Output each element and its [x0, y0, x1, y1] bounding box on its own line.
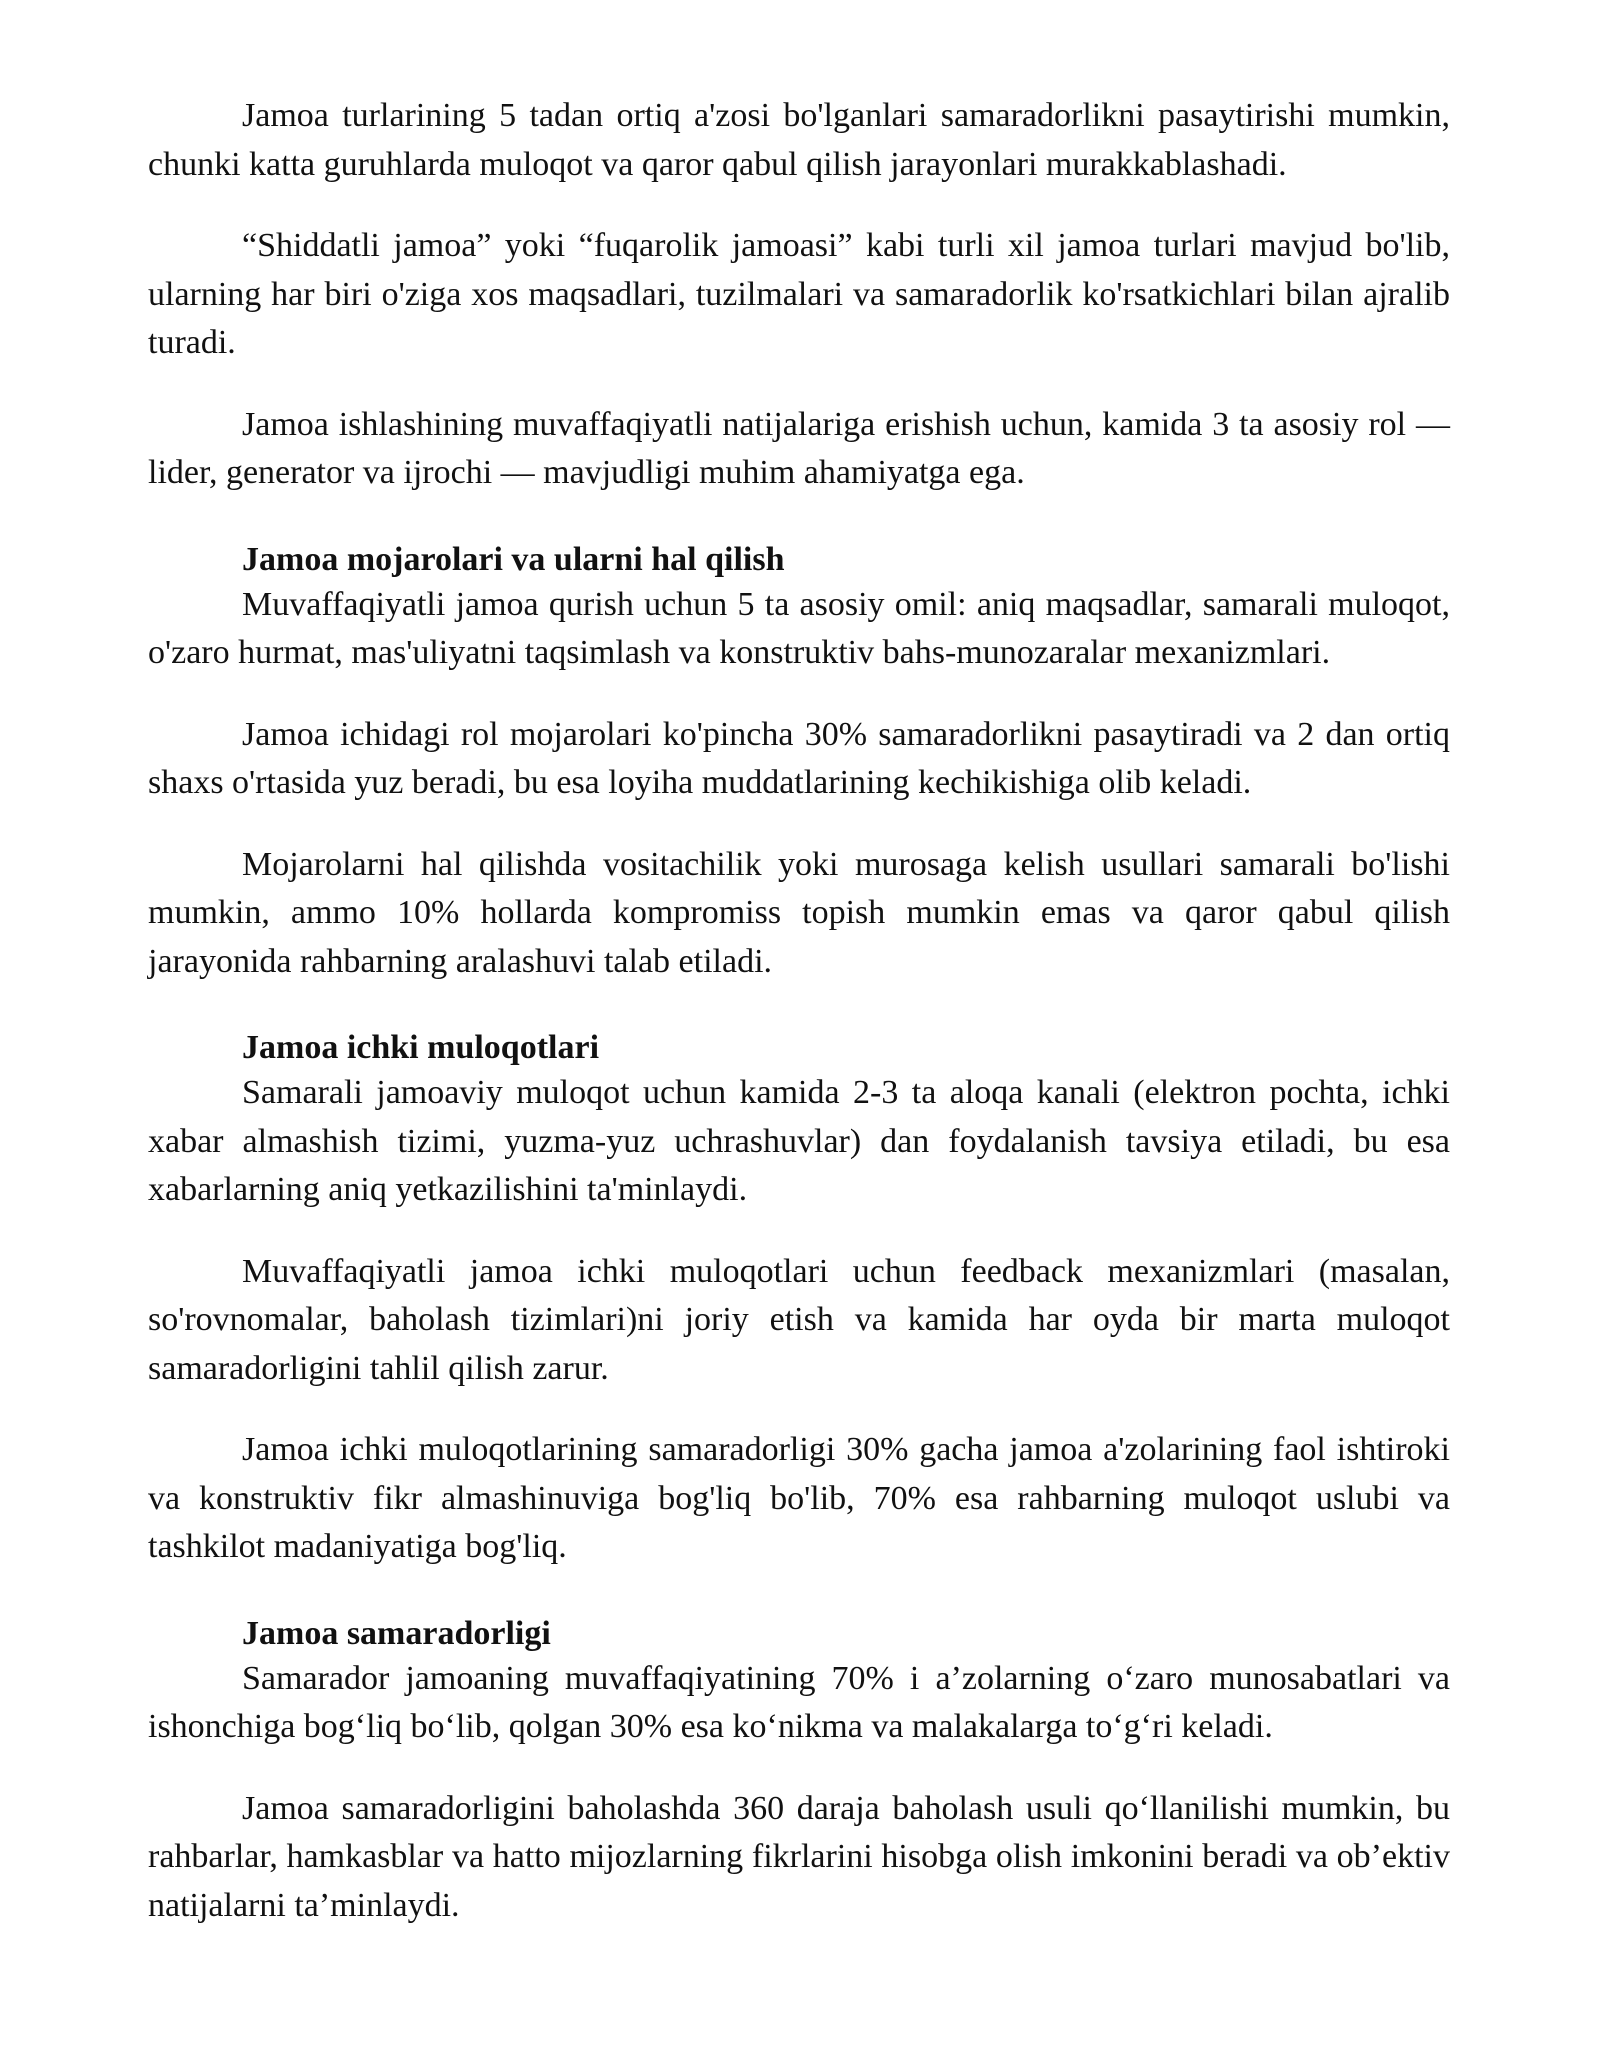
paragraph-communication-channels: Samarali jamoaviy muloqot uchun kamida 2-3 ta aloqa kanali (elektron pochta, ichki xabar almashish tizimi, yuzma-yuz uchrashuvlar) dan foydalanish tavsiya etiladi, bu esa xabarlarning aniq yetkazilishini ta'minlaydi. — [148, 1074, 1450, 1208]
paragraph-team-roles: Jamoa ishlashining muvaffaqiyatli natijalariga erishish uchun, kamida 3 ta asosiy rol — lider, generator va ijrochi — mavjudligi muhim ahamiyatga ega. — [148, 405, 1450, 491]
paragraph-team-types: “Shiddatli jamoa” yoki “fuqarolik jamoasi” kabi turli xil jamoa turlari mavjud bo'lib, ularning har biri o'ziga xos maqsadlari, tuzilmalari va samaradorlik ko'rsatkichlari bilan ajralib turadi. — [148, 227, 1450, 361]
paragraph-team-size: Jamoa turlarining 5 tadan ortiq a'zosi bo'lganlari samaradorlikni pasaytirishi mumkin, chunki katta guruhlarda muloqot va qaror qabul qilish jarayonlari murakkablashadi. — [148, 97, 1450, 183]
paragraph-success-factors: Muvaffaqiyatli jamoa qurish uchun 5 ta asosiy omil: aniq maqsadlar, samarali muloqot, o'zaro hurmat, mas'uliyatni taqsimlash va konstruktiv bahs-munozaralar mexanizmlari. — [148, 585, 1450, 671]
paragraph-role-conflicts: Jamoa ichidagi rol mojarolari ko'pincha 30% samaradorlikni pasaytiradi va 2 dan ortiq shaxs o'rtasida yuz beradi, bu esa loyiha muddatlarining kechikishiga olib keladi. — [148, 715, 1450, 801]
paragraph-360-evaluation: Jamoa samaradorligini baholashda 360 daraja baholash usuli qo‘llanilishi mumkin, bu rahbarlar, hamkasblar va hatto mijozlarning fikrlarini hisobga olish imkonini beradi va ob’ektiv natijalarni ta’minlaydi. — [148, 1789, 1450, 1924]
paragraph-conflict-resolution: Mojarolarni hal qilishda vositachilik yoki murosaga kelish usullari samarali bo'lishi mumkin, ammo 10% hollarda kompromiss topish mumkin emas va qaror qabul qilish jarayonida rahbarning aralashuvi talab etiladi. — [148, 845, 1450, 980]
document-page — [148, 92, 1450, 1930]
paragraph-communication-effectiveness: Jamoa ichki muloqotlarining samaradorligi 30% gacha jamoa a'zolarining faol ishtiroki va konstruktiv fikr almashinuviga bog'liq bo'lib, 70% esa rahbarning muloqot uslubi va tashkilot madaniyatiga bog'liq. — [148, 1431, 1450, 1565]
heading-effectiveness: Jamoa samaradorligi — [242, 1614, 551, 1652]
heading-conflicts: Jamoa mojarolari va ularni hal qilish — [242, 540, 785, 578]
paragraph-success-ratio: Samarador jamoaning muvaffaqiyatining 70% i a’zolarning o‘zaro munosabatlari va ishonchiga bog‘liq bo‘lib, qolgan 30% esa ko‘nikma va malakalarga to‘g‘ri keladi. — [148, 1659, 1450, 1745]
paragraph-feedback-mechanisms: Muvaffaqiyatli jamoa ichki muloqotlari uchun feedback mexanizmlari (masalan, so'rovnomalar, baholash tizimlari)ni joriy etish va kamida har oyda bir marta muloqot samaradorligini tahlil qilish zarur. — [148, 1252, 1450, 1387]
heading-communication: Jamoa ichki muloqotlari — [242, 1029, 600, 1066]
